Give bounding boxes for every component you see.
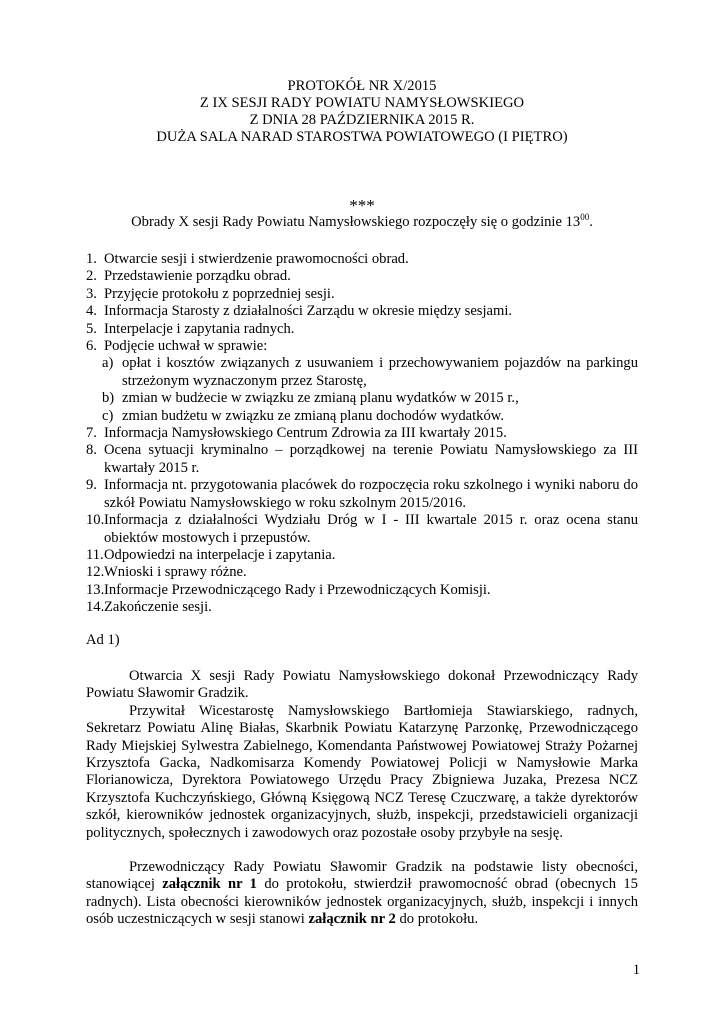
agenda-item-text: Zakończenie sesji. <box>104 599 212 616</box>
agenda-item <box>86 321 638 338</box>
agenda-item-text: Informacja nt. przygotowania placówek do rozpoczęcia roku szkolnego i wyniki naboru do szkół Powiatu Namysłowskiego w roku szkolnym 2015/2016. <box>104 477 638 511</box>
opening-sentence <box>0 214 724 231</box>
agenda-item-number: 12. <box>86 564 105 581</box>
agenda-item-number: 6. <box>86 338 97 355</box>
paragraph-gap <box>86 842 638 859</box>
agenda-item-text: Informacja Namysłowskiego Centrum Zdrowia za III kwartały 2015. <box>104 425 507 442</box>
agenda-subitem <box>86 408 638 425</box>
agenda-item <box>86 268 638 285</box>
agenda-item-number: 3. <box>86 285 97 302</box>
agenda-item-text: Informacja z działalności Wydziału Dróg w I - III kwartale 2015 r. oraz ocena stanu obiektów mostowych i przepustów. <box>104 512 638 546</box>
agenda-item-text: Otwarcie sesji i stwierdzenie prawomocności obrad. <box>104 251 409 267</box>
protocol-number: PROTOKÓŁ NR X/2015 <box>287 78 437 94</box>
agenda-subitem-letter: a) <box>102 355 114 372</box>
ad1-body <box>86 668 638 929</box>
attendance-text-2: do protokołu, stwierdził prawomocność obrad (obecnych 15 radnych). Lista obecności kierowników jednostek organizacyjnych, służb, inspekcji i innych osób uczestniczących w sesji stanowi <box>86 876 638 928</box>
agenda-item-number: 4. <box>86 303 97 320</box>
paragraph-opening: Otwarcia X sesji Rady Powiatu Namysłowskiego dokonał Przewodniczący Rady Powiatu Sławomir Gradzik. <box>86 668 638 702</box>
agenda-item-number: 13. <box>86 581 105 598</box>
agenda-item-number: 10. <box>86 512 105 529</box>
opening-end: . <box>589 214 593 230</box>
agenda-item <box>86 599 638 616</box>
agenda-item-text: Ocena sytuacji kryminalno – porządkowej na terenie Powiatu Namysłowskiego za III kwartały 2015 r. <box>104 442 638 476</box>
agenda-item <box>86 286 638 303</box>
agenda-item <box>86 512 638 547</box>
attendance-text-1: Przewodniczący Rady Powiatu Sławomir Gradzik na podstawie listy obecności, stanowiącej <box>86 859 638 893</box>
agenda-item-text: Interpelacje i zapytania radnych. <box>104 320 295 337</box>
agenda-item <box>86 442 638 477</box>
agenda-subitem-text: zmian budżetu w związku ze zmianą planu dochodów wydatków. <box>122 407 505 424</box>
agenda-subitem-text: opłat i kosztów związanych z usuwaniem i przechowywaniem pojazdów na parkingu strzeżonym wyznaczonym przez Starostę, <box>122 355 638 389</box>
attachment-2-ref: załącznik nr 2 <box>308 911 396 928</box>
agenda-subitem-text: zmian w budżecie w związku ze zmianą planu wydatków w 2015 r., <box>122 390 519 407</box>
agenda-item-number: 9. <box>86 477 97 494</box>
session-date: Z DNIA 28 PAŹDZIERNIKA 2015 R. <box>249 112 475 128</box>
agenda-item-text: Wnioski i sprawy różne. <box>104 564 247 581</box>
agenda-item-text: Informacja Starosty z działalności Zarządu w okresie między sesjami. <box>104 303 513 320</box>
attendance-text-3: do protokołu. <box>395 911 479 928</box>
agenda-list <box>86 251 638 617</box>
paragraph-greetings: Przywitał Wicestarostę Namysłowskiego Bartłomieja Stawiarskiego, radnych, Sekretarz Powiatu Alinę Białas, Skarbnik Powiatu Katarzynę Parzonkę, Przewodniczącego Rady Miejskiej Sylwestra Zabielnego, Komendanta Państwowej Powiatowej Straży Pożarnej Krzysztofa Gacka, Nadkomisarza Komendy Powiatowej Policji w Namysłowie Marka Florianowicza, Dyrektora Powiatowego Urzędu Pracy Zbigniewa Juzaka, Prezesa NCZ Krzysztofa Kuchczyńskiego, Główną Księgową NCZ Teresę Czuczwarę, a także dyrektorów szkół, kierowników jednostek organizacyjnych, służb, inspekcji, przedstawicieli organizacji politycznych, społecznych i zawodowych oraz pozostałe osoby przybyłe na sesję. <box>86 702 638 841</box>
section-separator: *** <box>349 196 375 215</box>
document-header <box>0 78 724 146</box>
agenda-item-text: Przedstawienie porządku obrad. <box>104 268 291 285</box>
agenda-item <box>86 338 638 355</box>
session-location: DUŻA SALA NARAD STAROSTWA POWIATOWEGO (I PIĘTRO) <box>156 129 568 145</box>
session-title: Z IX SESJI RADY POWIATU NAMYSŁOWSKIEGO <box>199 95 525 111</box>
agenda-item-number: 5. <box>86 320 97 337</box>
agenda-subitem <box>86 355 638 390</box>
paragraph-attendance <box>86 859 638 929</box>
agenda-item-text: Przyjęcie protokołu z poprzedniej sesji. <box>104 285 335 302</box>
opening-time-superscript: 00 <box>580 212 590 222</box>
agenda-item <box>86 564 638 581</box>
agenda-item-number: 1. <box>86 251 97 267</box>
attachment-1-ref: załącznik nr 1 <box>162 876 257 893</box>
agenda-item <box>86 425 638 442</box>
agenda-subitem-letter: c) <box>102 407 114 424</box>
agenda-item-number: 2. <box>86 268 97 285</box>
agenda-item <box>86 251 638 268</box>
page-number: 1 <box>632 962 640 978</box>
agenda-subitem <box>86 390 638 407</box>
agenda-item-text: Podjęcie uchwał w sprawie: <box>104 338 268 355</box>
agenda-item-number: 14. <box>86 599 105 616</box>
agenda-item-number: 8. <box>86 442 97 459</box>
agenda-item-number: 7. <box>86 425 97 442</box>
agenda-item <box>86 303 638 320</box>
agenda-item <box>86 547 638 564</box>
agenda-item-number: 11. <box>86 546 104 563</box>
agenda-item <box>86 582 638 599</box>
opening-text: Obrady X sesji Rady Powiatu Namysłowskiego rozpoczęły się o godzinie 13 <box>131 214 581 230</box>
agenda-subitem-letter: b) <box>102 390 115 407</box>
agenda-item <box>86 477 638 512</box>
agenda-item-text: Odpowiedzi na interpelacje i zapytania. <box>104 546 336 563</box>
agenda-item-text: Informacje Przewodniczącego Rady i Przewodniczących Komisji. <box>104 581 491 598</box>
ad1-heading: Ad 1) <box>86 632 120 648</box>
